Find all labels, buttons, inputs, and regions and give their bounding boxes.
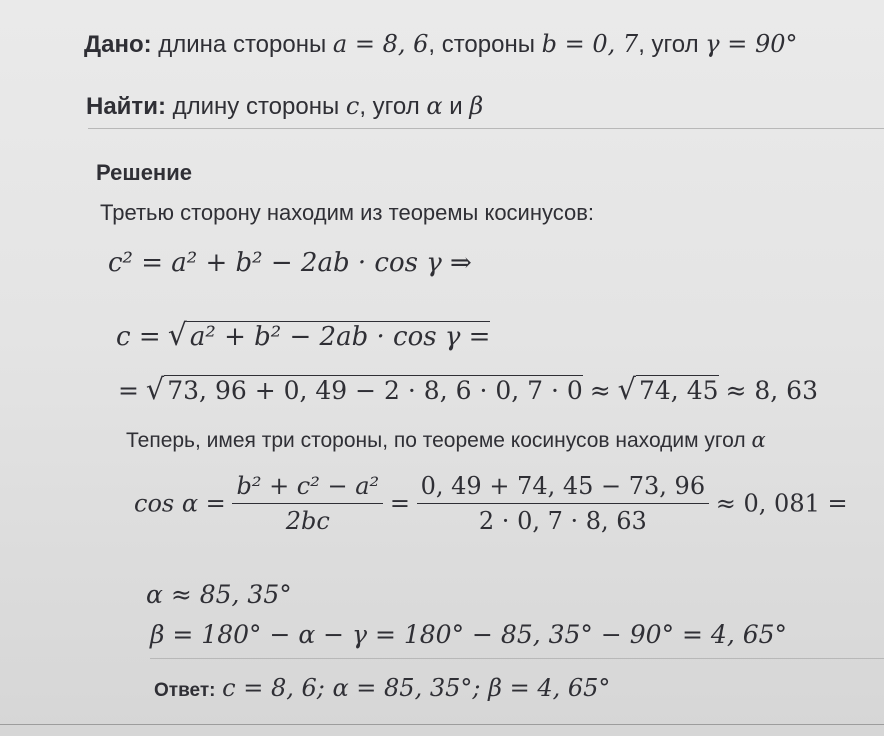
fraction-1-numerator: b² + c² − a² — [232, 472, 383, 504]
fraction-2-denominator: 2 · 0, 7 · 8, 63 — [478, 507, 647, 535]
equation-3 — [118, 372, 818, 406]
eq3-left: = — [118, 376, 139, 405]
eq2-left: c = — [116, 322, 161, 352]
given-text3: , угол — [638, 31, 699, 58]
given-label: Дано: — [84, 31, 152, 58]
answer-label: Ответ: — [154, 680, 216, 701]
beta-result: β = 180° − α − γ = 180° − 85, 35° − 90° = 4, 65° — [150, 620, 788, 649]
intro2-text: Теперь, имея три стороны, по теореме косинусов находим угол — [126, 429, 746, 452]
given-b: b = 0, 7 — [541, 30, 639, 58]
eq3-mid: ≈ — [589, 376, 611, 405]
given-a: a = 8, 6 — [332, 30, 429, 58]
find-text: длину стороны — [172, 93, 340, 120]
solution-heading: Решение — [96, 160, 192, 185]
cos-alpha-equation — [134, 472, 848, 535]
solution-intro: Третью сторону находим из теоремы косинусов: — [100, 200, 595, 225]
divider-top — [88, 128, 884, 129]
find-line — [86, 92, 483, 121]
eq3-radicand: 73, 96 + 0, 49 − 2 · 8, 6 · 0, 7 · 0 — [164, 375, 583, 405]
fraction-1 — [232, 472, 383, 535]
given-text2: , стороны — [428, 31, 535, 58]
divider-bottom — [150, 658, 884, 659]
divider-footer — [0, 724, 884, 725]
find-label: Найти: — [86, 93, 166, 120]
fraction-2 — [417, 472, 709, 535]
equation-2 — [116, 318, 490, 353]
sqrt-icon: √ — [167, 318, 187, 353]
solution-intro2 — [126, 428, 766, 453]
find-alpha: α — [426, 92, 443, 120]
intro2-alpha: α — [751, 428, 766, 452]
find-beta: β — [469, 92, 484, 120]
eq3-radicand2: 74, 45 — [636, 375, 719, 405]
cos-right: ≈ 0, 081 = — [715, 489, 848, 518]
equals-sign: = — [389, 489, 410, 518]
answer-line — [154, 674, 610, 703]
find-c: c — [345, 92, 360, 120]
equation-1: c² = a² + b² − 2ab · cos γ ⇒ — [108, 248, 472, 278]
given-gamma: γ = 90° — [705, 30, 798, 58]
fraction-2-numerator: 0, 49 + 74, 45 − 73, 96 — [417, 472, 709, 504]
find-and: и — [449, 93, 463, 120]
answer-text: c = 8, 6; α = 85, 35°; β = 4, 65° — [222, 674, 611, 702]
eq2-radicand: a² + b² − 2ab · cos γ = — [187, 321, 491, 352]
find-text2: , угол — [359, 93, 420, 120]
given-text: длина стороны — [158, 31, 327, 58]
alpha-result: α ≈ 85, 35° — [146, 580, 292, 609]
sqrt-icon: √ — [145, 372, 165, 406]
cos-left: cos α = — [134, 489, 226, 518]
fraction-1-denominator: 2bc — [285, 507, 330, 535]
sqrt-icon: √ — [617, 372, 636, 406]
given-line — [84, 30, 798, 59]
eq3-right: ≈ 8, 63 — [725, 376, 818, 405]
